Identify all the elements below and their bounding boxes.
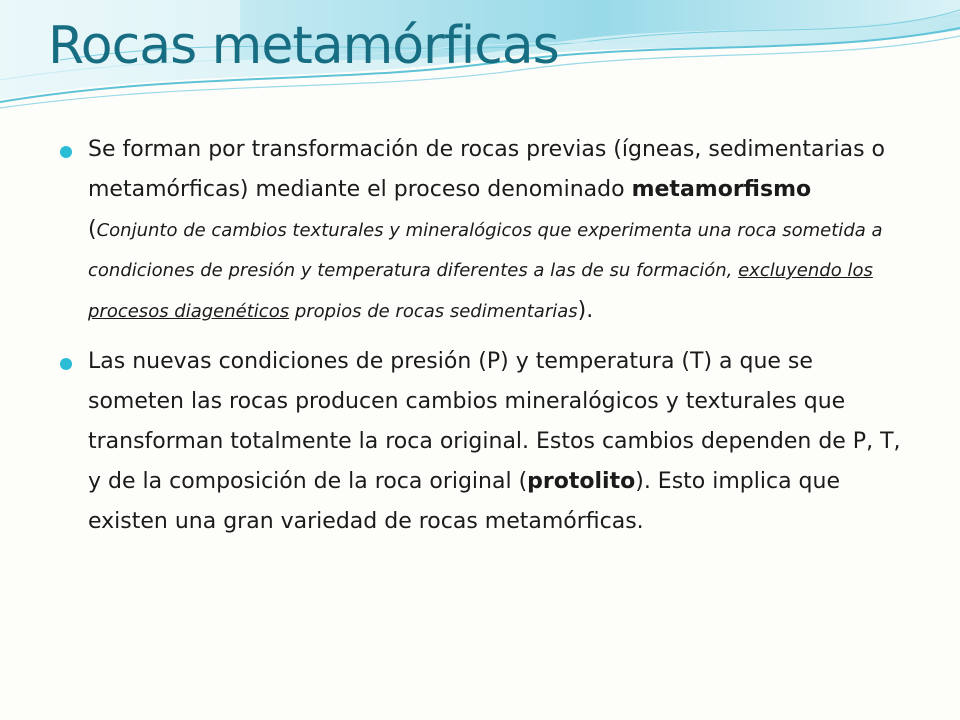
slide-body [56,130,906,542]
bold-term: metamorfismo [631,177,812,202]
bold-term: protolito [527,469,636,494]
bullet-item [56,130,906,332]
definition-underlined: excluyendo los procesos diagenéticos [88,260,873,322]
bullet-text: Se forman por transformación de rocas previas (ígneas, sedimentarias o metamórficas) mediante el proceso denominado [88,137,885,202]
definition-text-end: propios de rocas sedimentarias [289,301,578,322]
bullet-item [56,342,906,542]
slide-title: Rocas metamórficas [48,16,559,76]
bullet-dot-icon [60,146,72,158]
paren: ). [577,298,594,323]
bullet-dot-icon [60,358,72,370]
definition-text: Conjunto de cambios texturales y mineralógicos que experimenta una roca sometida a condiciones de presión y temperatura diferentes a las de su formación, [88,220,883,281]
paren: ( [88,217,97,242]
bullet-text-end: ). Esto implica que existen una gran variedad de rocas metamórficas. [88,469,840,534]
bullet-text: Las nuevas condiciones de presión (P) y temperatura (T) a que se someten las rocas producen cambios mineralógicos y texturales que transforman totalmente la roca original. Estos cambios dependen de P, T, y de la composición de la roca original ( [88,349,901,494]
